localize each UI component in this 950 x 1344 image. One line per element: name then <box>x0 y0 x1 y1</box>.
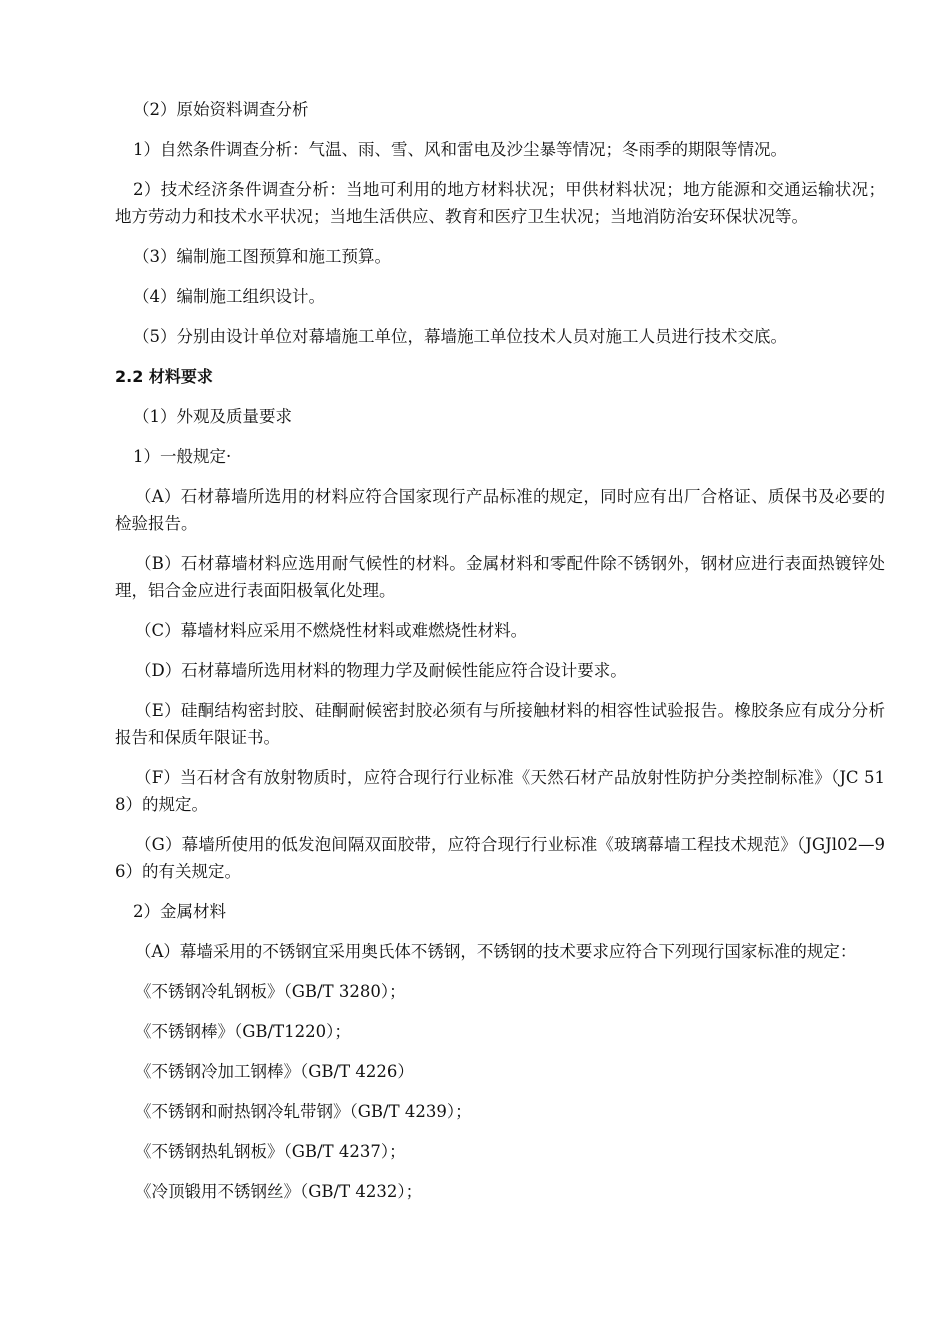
paragraph-general-provisions: 1）一般规定· <box>133 447 232 466</box>
paragraph-stainless-steel: （A）幕墙采用的不锈钢宜采用奥氏体不锈钢，不锈钢的技术要求应符合下列现行国家标准的规定： <box>135 942 857 961</box>
standard-list-item: 《不锈钢热轧钢板》（GB/T 4237）； <box>135 1142 406 1161</box>
paragraph-budget: （3）编制施工图预算和施工预算。 <box>133 247 391 266</box>
paragraph-item-f: （F）当石材含有放射物质时，应符合现行行业标准《天然石材产品放射性防护分类控制标准》（JC 518）的规定。 <box>115 768 885 814</box>
paragraph-tech-economic-conditions: 2）技术经济条件调查分析：当地可利用的地方材料状况；甲供材料状况；地方能源和交通运输状况；地方劳动力和技术水平状况；当地生活供应、教育和医疗卫生状况；当地消防治安环保状况等。 <box>115 180 885 226</box>
standard-list-item: 《冷顶锻用不锈钢丝》（GB/T 4232）； <box>135 1182 423 1201</box>
paragraph-item-e: （E）硅酮结构密封胶、硅酮耐候密封胶必须有与所接触材料的相容性试验报告。橡胶条应有成分分析报告和保质年限证书。 <box>115 701 885 747</box>
standard-list-item: 《不锈钢冷轧钢板》（GB/T 3280）； <box>135 982 406 1001</box>
paragraph-item-g: （G）幕墙所使用的低发泡间隔双面胶带，应符合现行行业标准《玻璃幕墙工程技术规范》（JGJl02—96）的有关规定。 <box>115 835 885 881</box>
standard-list-item: 《不锈钢棒》（GB/T1220）； <box>135 1022 351 1041</box>
section-heading-material-requirements: 2.2 材料要求 <box>115 367 213 386</box>
paragraph-item-c: （C）幕墙材料应采用不燃烧性材料或难燃烧性材料。 <box>135 621 528 640</box>
paragraph-item-b: （B）石材幕墙材料应选用耐气候性的材料。金属材料和零配件除不锈钢外，钢材应进行表面热镀锌处理，铝合金应进行表面阳极氧化处理。 <box>115 554 885 600</box>
paragraph-appearance-quality: （1）外观及质量要求 <box>133 407 292 426</box>
paragraph-item-d: （D）石材幕墙所选用材料的物理力学及耐候性能应符合设计要求。 <box>135 661 627 680</box>
paragraph-item-a: （A）石材幕墙所选用的材料应符合国家现行产品标准的规定，同时应有出厂合格证、质保书及必要的检验报告。 <box>115 487 885 533</box>
paragraph-metal-materials: 2）金属材料 <box>133 902 226 921</box>
standard-list-item: 《不锈钢和耐热钢冷轧带钢》（GB/T 4239）； <box>135 1102 472 1121</box>
paragraph-technical-briefing: （5）分别由设计单位对幕墙施工单位，幕墙施工单位技术人员对施工人员进行技术交底。 <box>133 327 787 346</box>
paragraph-raw-data-survey: （2）原始资料调查分析 <box>133 100 309 119</box>
standard-list-item: 《不锈钢冷加工钢棒》（GB/T 4226） <box>135 1062 414 1081</box>
paragraph-construction-design: （4）编制施工组织设计。 <box>133 287 325 306</box>
paragraph-natural-conditions: 1）自然条件调查分析：气温、雨、雪、风和雷电及沙尘暴等情况；冬雨季的期限等情况。 <box>133 140 787 159</box>
document-body <box>115 96 885 1218</box>
